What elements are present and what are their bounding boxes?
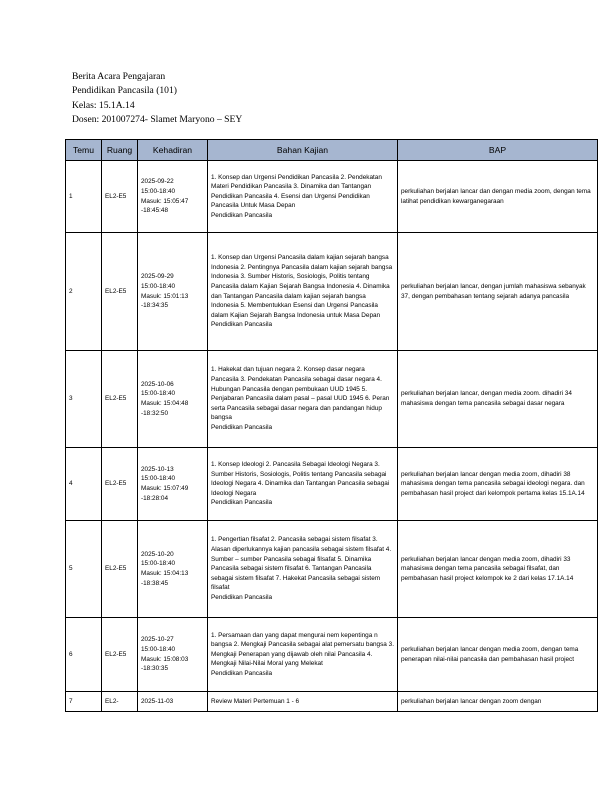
topic-text: 1. Pengertian filsafat 2. Pancasila sebagai sistem filsafat 3. Alasan diperlukannya kajian pancasila sebagai sistem filsafat 4. Sumber – sumber Pancasila sebagai filsafat 5. Dinamika Pancasila sebagai sistem filsafat 6. Tantangan Pancasila sebagai sistem filsafat 7. Hakekat Pancasila sebagai sistem filsafat xyxy=(211,536,392,592)
column-header-kehadiran: Kehadiran xyxy=(138,140,208,161)
kehadiran-cell xyxy=(138,448,208,521)
course-subject: Pendidikan Pancasila xyxy=(211,321,273,329)
bap-cell: perkuliahan berjalan lancar dengan media zoom, dihadiri 38 mahasiswa dengan tema pancasila sebagai ideologi negara. dan pembahasan hasil project dari kelompok pertama kelas 15.1A.14 xyxy=(398,448,598,521)
bap-cell: perkuliahan berjalan lancar dengan media zoom, dihadiri 33 mahasiswa dengan tema pancasila sebagai filsafat, dan pembahasan hasil project kelompok ke 2 dari kelas 17.1A.14 xyxy=(398,521,598,618)
column-header-ruang: Ruang xyxy=(102,140,138,161)
check-out-time: -18:34:35 xyxy=(141,302,169,310)
check-out-time: -18:32:50 xyxy=(141,409,169,417)
ruang-cell: EL2- xyxy=(102,692,138,712)
table-row xyxy=(66,351,598,448)
kehadiran-cell xyxy=(138,351,208,448)
bap-cell: perkuliahan berjalan lancar dengan media zoom, dengan tema penerapan nilai-nilai pancasila dan pembahasan hasil project xyxy=(398,618,598,692)
temu-cell: 7 xyxy=(66,692,102,712)
check-out-time: -18:45:48 xyxy=(141,207,169,215)
bap-text: perkuliahan berjalan lancar dengan zoom dengan xyxy=(401,697,542,705)
course-subject: Pendidikan Pancasila xyxy=(211,423,273,431)
course-subject: Pendidikan Pancasila xyxy=(211,211,273,219)
bahan-kajian-cell xyxy=(208,521,398,618)
session-time: 15:00-18:40 xyxy=(141,187,176,195)
bahan-kajian-cell xyxy=(208,351,398,448)
table-row xyxy=(66,692,598,712)
bap-cell: perkuliahan berjalan lancar dan dengan media zoom, dengan tema latihat pendidikan kewarganegaraan xyxy=(398,161,598,233)
check-out-time: -18:38:45 xyxy=(141,579,169,587)
topic-text: 1. Konsep dan Urgensi Pancasila dalam kajian sejarah bangsa Indonesia 2. Pentingnya Pancasila dalam kajian sejarah bangsa Indonesia 3. Sumber Historis, Sosiologis, Politis tentang Pancasila dalam Kajian Sejarah Bangsa Indonesia 4. Dinamika dan Tantangan Pancasila dalam kajian sejarah bangsa Indonesia 5. Membentukkan Esensi dan Urgensi Pancasila dalam Kajian Sejarah Bangsa Indonesia untuk Masa Depan xyxy=(211,254,393,319)
session-date: 2025-09-29 xyxy=(141,273,174,281)
bahan-kajian-cell xyxy=(208,161,398,233)
session-date: 2025-10-27 xyxy=(141,636,174,644)
session-time: 15:00-18:40 xyxy=(141,560,176,568)
temu-cell: 2 xyxy=(66,233,102,351)
session-date: 2025-09-22 xyxy=(141,178,174,186)
table-row xyxy=(66,448,598,521)
topic-text: 1. Konsep Ideologi 2. Pancasila Sebagai Ideologi Negara 3. Sumber Historis, Sosiologis, Politis tentang Pancasila sebagai Ideologi Negara 4. Dinamika dan Tantangan Pancasila sebagai Ideologi Negara xyxy=(211,461,390,497)
column-header-bap: BAP xyxy=(398,140,598,161)
bahan-kajian-cell xyxy=(208,233,398,351)
temu-cell: 3 xyxy=(66,351,102,448)
table-row xyxy=(66,618,598,692)
session-date: 2025-10-06 xyxy=(141,380,174,388)
bap-cell: perkuliahan berjalan lancar, dengan media zoom. dihadiri 34 mahasiswa dengan tema pancasila sebagai dasar negara xyxy=(398,351,598,448)
temu-cell: 1 xyxy=(66,161,102,233)
session-time: 15:00-18:40 xyxy=(141,282,176,290)
table-header-row xyxy=(66,140,598,161)
temu-cell: 6 xyxy=(66,618,102,692)
kehadiran-cell xyxy=(138,618,208,692)
kehadiran-cell xyxy=(138,233,208,351)
kehadiran-cell xyxy=(138,692,208,712)
bap-cell xyxy=(398,692,598,712)
document-header xyxy=(72,70,242,127)
topic-text: 1. Hakekat dan tujuan negara 2. Konsep dasar negara Pancasila 3. Pendekatan Pancasila sebagai dasar negara 4. Hubungan Pancasila dengan pembukaan UUD 1945 5. Penjabaran Pancasila dalam pasal – pasal UUD 1945 6. Peran serta Pancasila sebagai dasar negara dan pandangan hidup bangsa xyxy=(211,366,390,422)
session-time: 15:00-18:40 xyxy=(141,475,176,483)
ruang-cell: EL2-E5 xyxy=(102,521,138,618)
kehadiran-cell xyxy=(138,521,208,618)
table-row xyxy=(66,521,598,618)
ruang-cell: EL2-E5 xyxy=(102,448,138,521)
bahan-kajian-cell xyxy=(208,448,398,521)
teaching-log-table xyxy=(65,139,598,712)
ruang-cell: EL2-E5 xyxy=(102,233,138,351)
bahan-kajian-cell xyxy=(208,692,398,712)
course-subject: Pendidikan Pancasila xyxy=(211,499,273,507)
document-title: Berita Acara Pengajaran xyxy=(72,71,166,82)
check-in-time: Masuk: 15:07:49 xyxy=(141,485,189,492)
kehadiran-cell xyxy=(138,161,208,233)
check-in-time: Masuk: 15:04:48 xyxy=(141,400,189,407)
check-in-time: Masuk: 15:04:13 xyxy=(141,570,189,577)
ruang-cell: EL2-E5 xyxy=(102,351,138,448)
ruang-cell: EL2-E5 xyxy=(102,618,138,692)
session-time: 15:00-18:40 xyxy=(141,645,176,653)
course-name: Pendidikan Pancasila (101) xyxy=(72,85,177,97)
check-in-time: Masuk: 15:05:47 xyxy=(141,197,189,205)
temu-cell: 5 xyxy=(66,521,102,618)
bahan-kajian-cell xyxy=(208,618,398,692)
column-header-temu: Temu xyxy=(66,140,102,161)
lecturer-info: Dosen: 201007274- Slamet Maryono – SEY xyxy=(72,113,243,125)
session-time: 15:00-18:40 xyxy=(141,390,176,398)
column-header-bahan-kajian: Bahan Kajian xyxy=(208,140,398,161)
class-info: Kelas: 15.1A.14 xyxy=(72,99,135,111)
topic-text: 1. Persamaan dan yang dapat mengurai nem kepentinga n bangsa 2. Mengkaji Pancasila sebagai alat pemersatu bangsa 3. Mengkaji Penerapan yang dijawab oleh nilai Pancasila 4. Mengkaji Nilai-Nilai Moral yang Melekat xyxy=(211,631,394,668)
ruang-cell: EL2-E5 xyxy=(102,161,138,233)
check-out-time: -18:28:04 xyxy=(141,494,169,502)
bap-cell: perkuliahan berjalan lancar, dengan jumlah mahasiswa sebanyak 37, dengan pembahasan tentang sejarah adanya pancasila xyxy=(398,233,598,351)
course-subject: Pendidikan Pancasila xyxy=(211,669,273,677)
check-in-time: Masuk: 15:01:13 xyxy=(141,292,189,300)
table-row xyxy=(66,161,598,233)
check-out-time: -18:30:35 xyxy=(141,665,169,673)
topic-text: 1. Konsep dan Urgensi Pendidikan Pancasila 2. Pendekatan Materi Pendidikan Pancasila 3. Dinamika dan Tantangan Pendidikan Pancasila 4. Esensi dan Urgensi Pendidikan Pancasila Untuk Masa Depan xyxy=(211,173,382,210)
session-date: 2025-10-13 xyxy=(141,465,174,473)
topic-text: Review Materi Pertemuan 1 - 6 xyxy=(211,697,300,705)
course-subject: Pendidikan Pancasila xyxy=(211,593,273,601)
check-in-time: Masuk: 15:08:03 xyxy=(141,655,189,663)
temu-cell: 4 xyxy=(66,448,102,521)
session-date: 2025-10-20 xyxy=(141,550,174,558)
session-date: 2025-11-03 xyxy=(141,697,174,705)
table-row xyxy=(66,233,598,351)
